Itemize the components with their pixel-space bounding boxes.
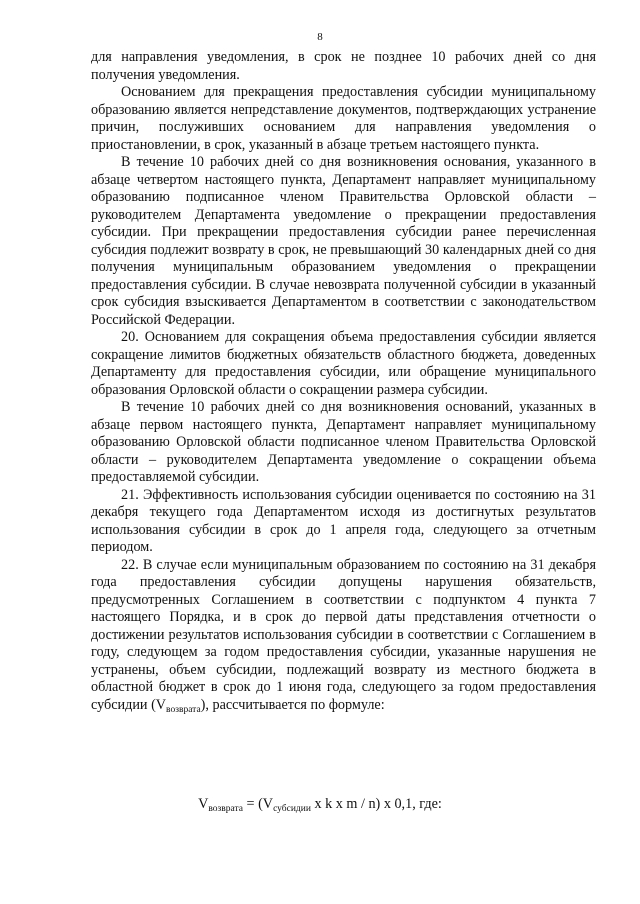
formula	[0, 796, 640, 813]
paragraph-7-subscript: возврата	[166, 704, 201, 715]
formula-rhs: x k x m / n) x 0,1, где:	[310, 796, 442, 812]
formula-lhs-subscript: возврата	[208, 804, 243, 814]
paragraph-6: 21. Эффективность использования субсидии оценивается по состоянию на 31 декабря текущего года Департаментом исходя из достигнутых результатов использования субсидии в срок до 1 апреля года, следующего за отчетным периодом.	[91, 486, 596, 555]
paragraph-3: В течение 10 рабочих дней со дня возникновения основания, указанного в абзаце четвертом настоящего пункта, Департамент направляет муниципальному образованию подписанное членом Правительства Орловской области – руководителем Департамента уведомление о прекращении предоставления субсидии. При прекращении предоставления субсидии ранее перечисленная субсидия подлежит возврату в срок, не превышающий 30 календарных дней со дня получения муниципальным образованием уведомления о прекращении предоставления субсидии. В случае невозврата полученной субсидии в указанный срок субсидия взыскивается Департаментом в соответствии с законодательством Российской Федерации.	[91, 154, 596, 328]
paragraph-5: В течение 10 рабочих дней со дня возникновения оснований, указанных в абзаце первом настоящего пункта, Департамент направляет муниципальному образованию Орловской области подписанное членом Правительства Орловской области – руководителем Департамента уведомление о сокращении объема предоставляемой субсидии.	[91, 399, 596, 485]
paragraph-7-text: 22. В случае если муниципальным образованием по состоянию на 31 декабря года предоставления субсидии допущены нарушения обязательств, предусмотренных Соглашением в соответствии с подпунктом 4 пункта 7 настоящего Порядка, и в срок до первой даты представления отчетности о достижении результатов использования субсидии в соответствии с Соглашением в году, следующем за годом предоставления субсидии, указанные нарушения не устранены, объем субсидии, подлежащий возврату из местного бюджета в областной бюджет в срок до 1 июня года, следующего за годом предоставления субсидии (V	[91, 556, 596, 713]
paragraph-1: для направления уведомления, в срок не позднее 10 рабочих дней со дня получения уведомления.	[91, 49, 596, 83]
formula-mid-subscript: субсидии	[273, 804, 311, 814]
formula-lhs: V	[198, 796, 209, 812]
paragraph-7-tail: ), рассчитывается по формуле:	[200, 696, 385, 713]
paragraph-7	[91, 557, 596, 715]
page-number: 8	[317, 31, 323, 43]
document-body	[91, 49, 596, 714]
formula-mid: = (V	[242, 796, 274, 812]
paragraph-2: Основанием для прекращения предоставления субсидии муниципальному образованию является непредставление документов, подтверждающих устранение причин, послуживших основанием для направления уведомления о приостановлении, в срок, указанный в абзаце третьем настоящего пункта.	[91, 84, 596, 153]
paragraph-4: 20. Основанием для сокращения объема предоставления субсидии является сокращение лимитов бюджетных обязательств областного бюджета, доведенных Департаменту для предоставления субсидии, или обращение муниципального образования Орловской области о сокращении размера субсидии.	[91, 329, 596, 398]
